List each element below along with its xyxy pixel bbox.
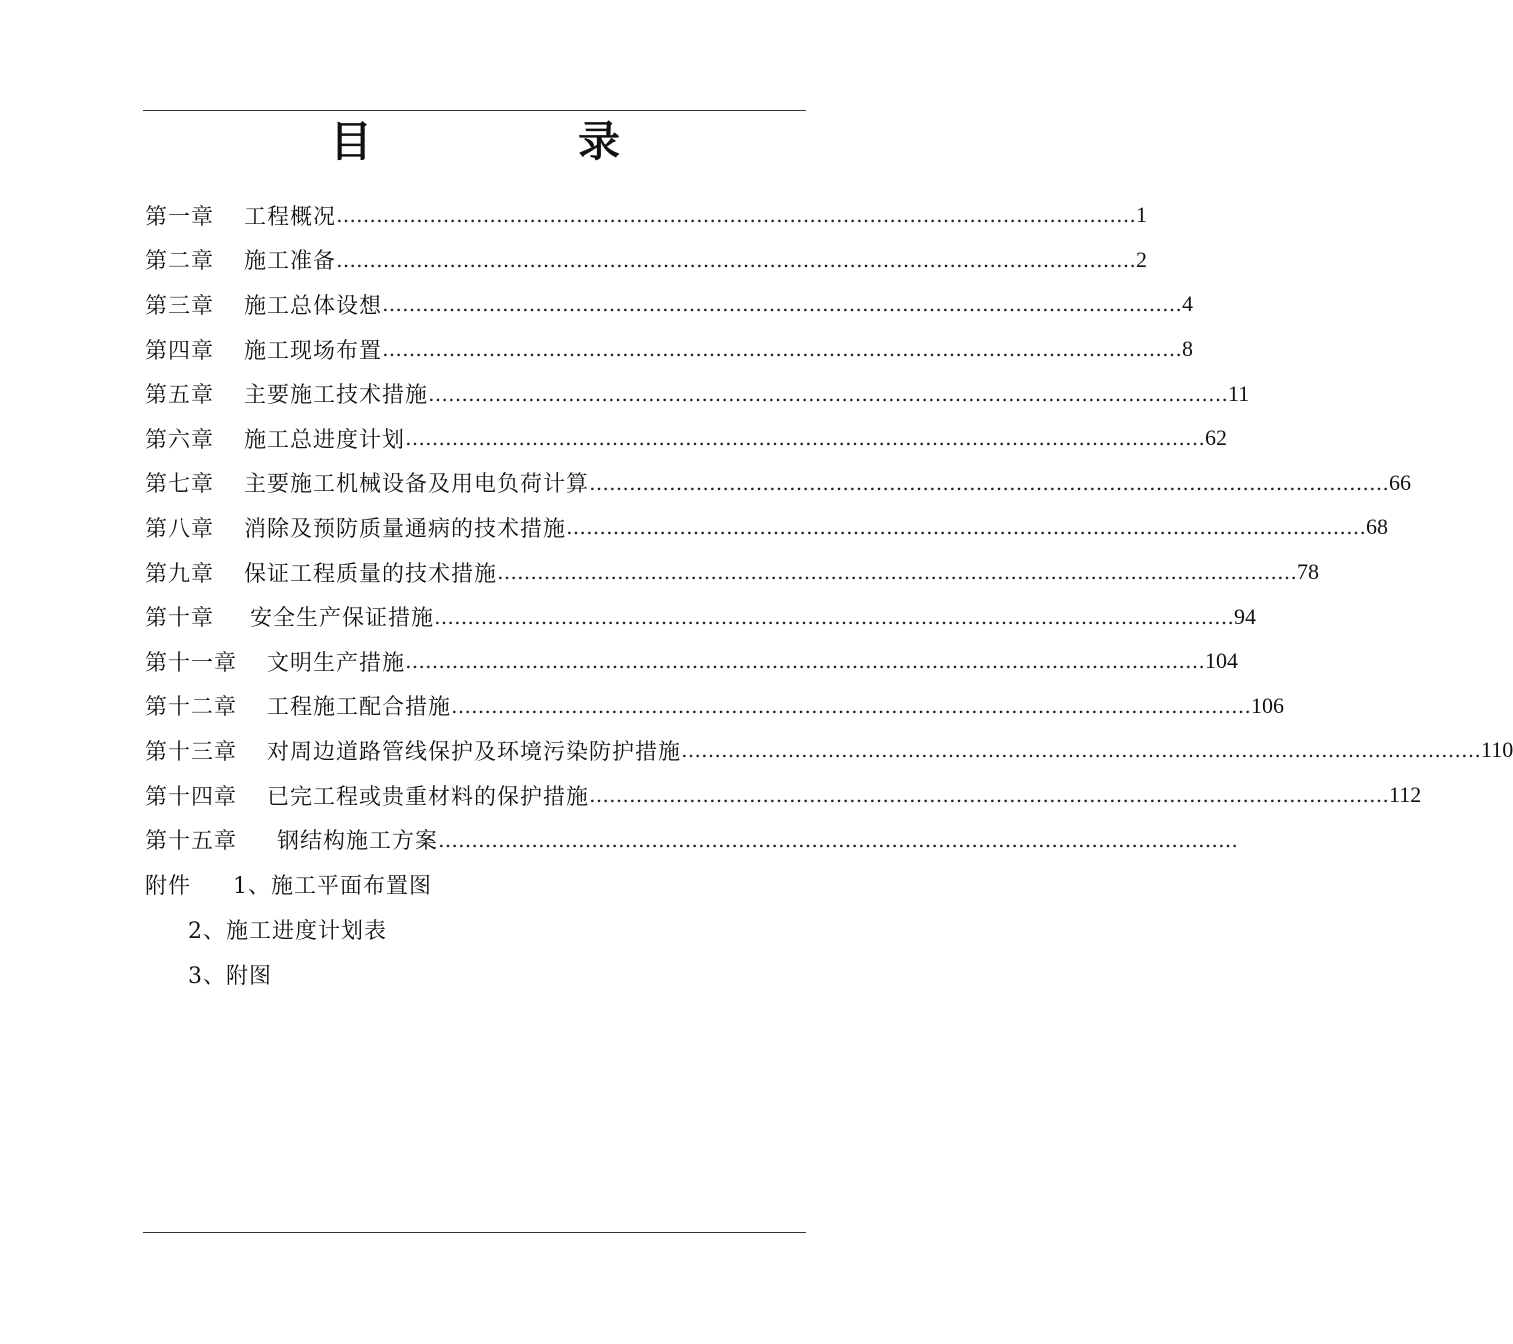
toc-chapter-number: 第十二章 [145,695,238,721]
toc-leader-dots: ………………………………………………………………………………………………………… [451,693,1252,718]
toc-entry-chapter-11[interactable] [145,639,1239,684]
toc-page-number: 68 [1366,514,1389,540]
toc-entry-chapter-3[interactable] [145,282,1194,327]
toc-leader-dots: ………………………………………………………………………………………………………… [566,515,1367,540]
toc-chapter-title: 主要施工技术措施 [244,383,429,409]
toc-leader-dots: ………………………………………………………………………………………………………… [438,827,1239,852]
toc-leader-dots: ………………………………………………………………………………………………………… [434,604,1235,629]
toc-entry-chapter-1[interactable] [145,193,1148,238]
appendix-item: 3、附图 [188,964,272,989]
toc-page-number: 78 [1297,559,1320,585]
toc-chapter-number: 第十五章 [145,829,238,855]
toc-entry-chapter-8[interactable] [145,505,1389,550]
toc-leader-dots: ………………………………………………………………………………………………………… [336,247,1137,272]
toc-entry-chapter-5[interactable] [145,371,1250,416]
toc-chapter-title: 钢结构施工方案 [277,829,439,855]
toc-leader-dots: ………………………………………………………………………………………………………… [497,560,1298,585]
toc-chapter-title: 施工现场布置 [244,338,383,364]
toc-entry-chapter-7[interactable] [145,461,1412,506]
toc-page-number: 94 [1234,603,1257,629]
toc-chapter-title: 文明生产措施 [267,650,406,676]
toc-chapter-title: 主要施工机械设备及用电负荷计算 [244,472,590,498]
toc-entry-chapter-9[interactable] [145,550,1320,595]
toc-entry-chapter-2[interactable] [145,238,1148,283]
toc-entry-chapter-10[interactable] [145,594,1257,639]
toc-chapter-number: 第七章 [145,472,215,498]
toc-leader-dots: ………………………………………………………………………………………………………… [336,203,1137,228]
toc-chapter-title: 施工准备 [244,249,337,275]
toc-page-number: 112 [1389,782,1422,808]
toc-entry-chapter-15[interactable] [145,817,1239,862]
toc-page-number: 8 [1182,336,1194,362]
toc-leader-dots: ………………………………………………………………………………………………………… [382,337,1183,362]
toc-chapter-title: 施工总进度计划 [244,427,406,453]
toc-chapter-title: 施工总体设想 [244,293,383,319]
toc-chapter-number: 第三章 [145,293,215,319]
page-title: 目 录 [329,117,702,166]
appendix-label: 附件 [145,874,192,899]
toc-chapter-number: 第十三章 [145,739,238,765]
appendix-entry-1[interactable] [145,869,432,900]
toc-page-number: 1 [1136,202,1148,228]
toc-page-number: 110 [1481,737,1513,763]
toc-chapter-number: 第十一章 [145,650,238,676]
toc-chapter-title: 工程概况 [244,204,337,230]
toc-leader-dots: ………………………………………………………………………………………………………… [405,426,1206,451]
toc-page-number: 106 [1251,692,1285,718]
toc-entry-chapter-12[interactable] [145,684,1285,729]
toc-entry-chapter-14[interactable] [145,773,1422,818]
toc-chapter-number: 第六章 [145,427,215,453]
toc-page-number: 2 [1136,246,1148,272]
toc-chapter-number: 第五章 [145,383,215,409]
toc-chapter-title: 已完工程或贵重材料的保护措施 [267,784,590,810]
toc-chapter-title: 保证工程质量的技术措施 [244,561,498,587]
toc-leader-dots: ………………………………………………………………………………………………………… [382,292,1183,317]
toc-leader-dots: ………………………………………………………………………………………………………… [589,783,1390,808]
toc-chapter-number: 第四章 [145,338,215,364]
toc-leader-dots: ………………………………………………………………………………………………………… [428,381,1229,406]
toc-page-number: 4 [1182,291,1194,317]
toc-chapter-number: 第十四章 [145,784,238,810]
appendix-entry-3[interactable] [188,959,272,990]
toc-page-number: 11 [1228,380,1250,406]
toc-entry-chapter-4[interactable] [145,327,1194,372]
toc-leader-dots: ………………………………………………………………………………………………………… [405,649,1206,674]
toc-page-number: 66 [1389,469,1412,495]
toc-leader-dots: ………………………………………………………………………………………………………… [589,470,1390,495]
toc-chapter-number: 第九章 [145,561,215,587]
header-rule [143,110,806,111]
toc-leader-dots: ………………………………………………………………………………………………………… [681,738,1482,763]
toc-chapter-number: 第二章 [145,249,215,275]
table-of-contents [145,193,1513,862]
toc-chapter-title: 安全生产保证措施 [250,606,435,632]
appendix-item: 1、施工平面布置图 [233,874,432,899]
toc-chapter-number: 第十章 [145,606,215,632]
toc-chapter-number: 第八章 [145,516,215,542]
toc-chapter-title: 工程施工配合措施 [267,695,452,721]
toc-page-number: 62 [1205,425,1228,451]
toc-entry-chapter-13[interactable] [145,728,1513,773]
appendix-item: 2、施工进度计划表 [188,919,387,944]
toc-chapter-title: 消除及预防质量通病的技术措施 [244,516,567,542]
toc-page-number: 104 [1205,648,1239,674]
toc-chapter-title: 对周边道路管线保护及环境污染防护措施 [267,739,682,765]
toc-entry-chapter-6[interactable] [145,416,1228,461]
toc-chapter-number: 第一章 [145,204,215,230]
appendix-entry-2[interactable] [188,914,387,945]
footer-rule [143,1232,806,1233]
